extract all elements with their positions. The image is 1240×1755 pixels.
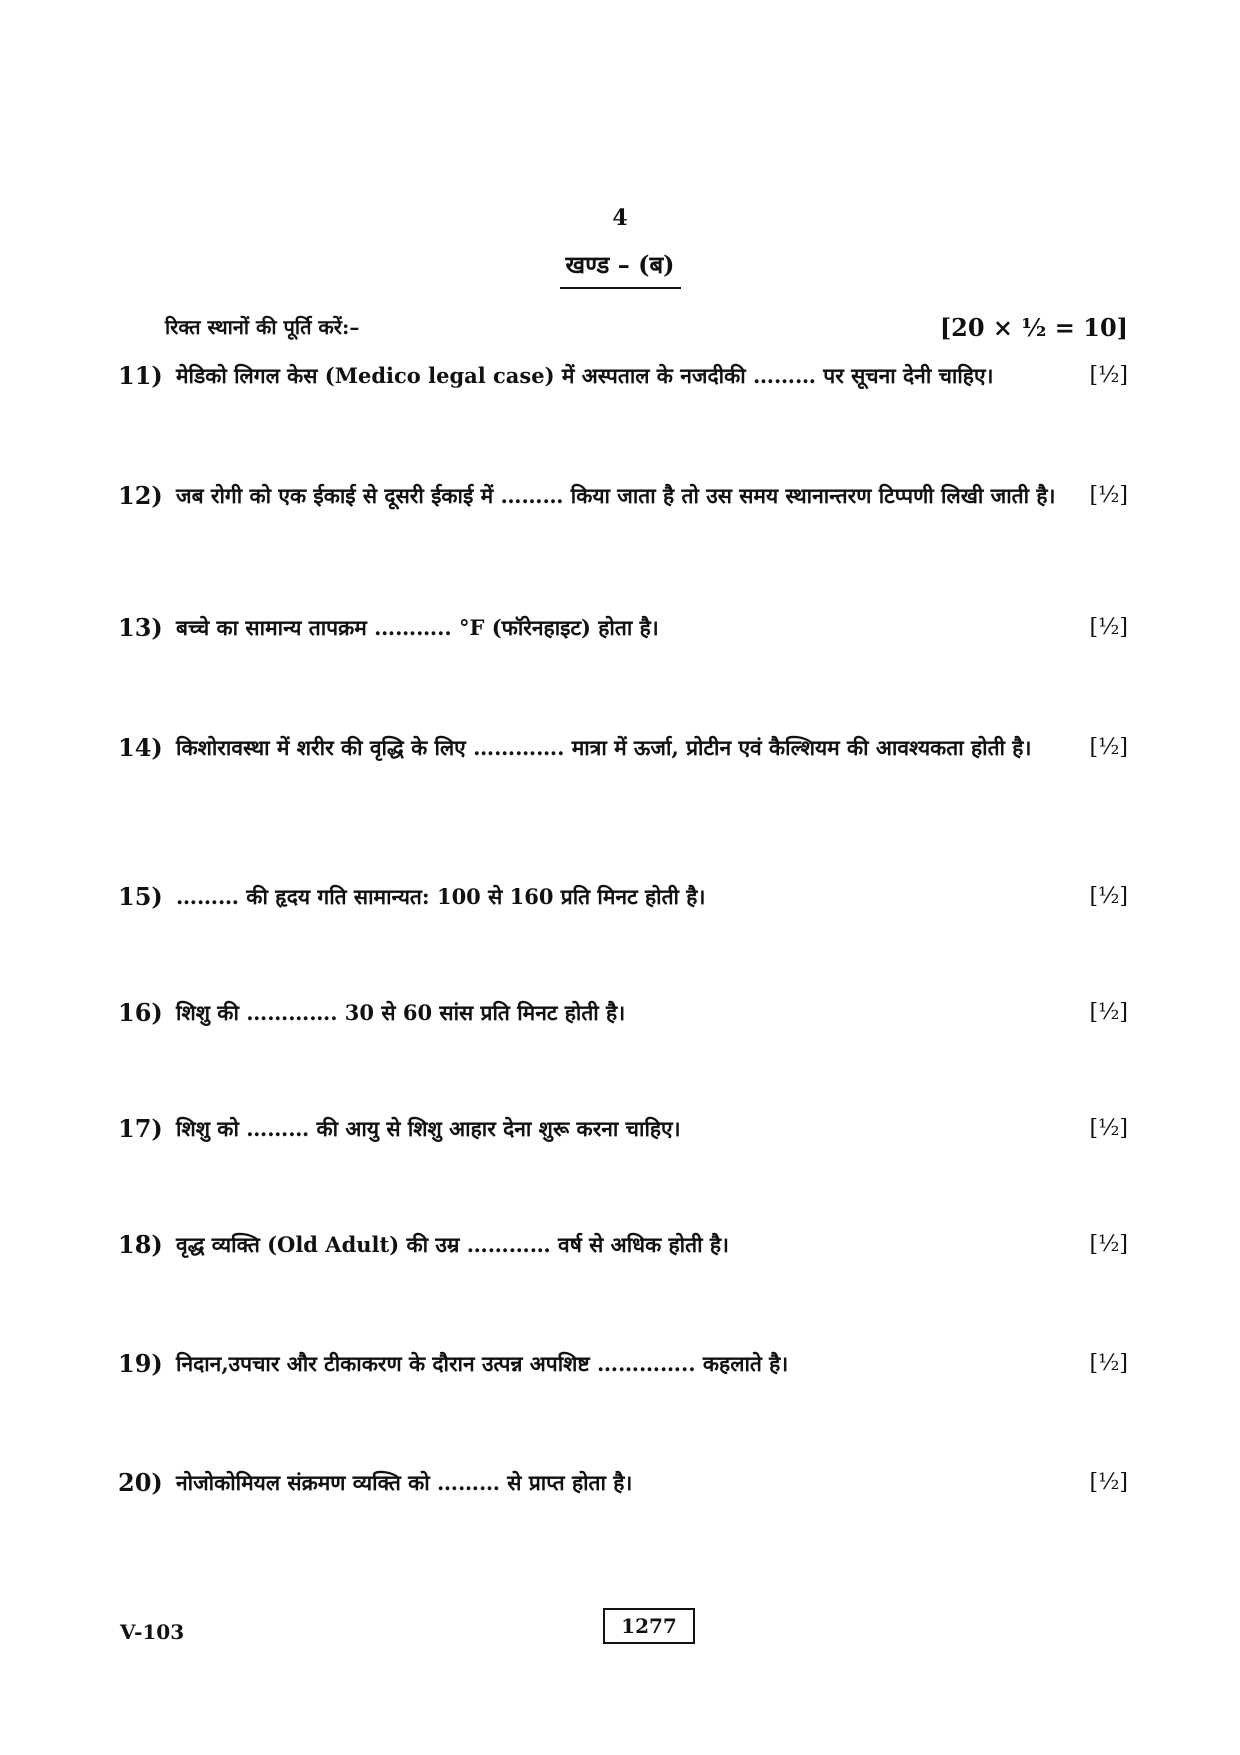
question-marks: [½] <box>1089 735 1128 760</box>
question-number: 11) <box>118 361 163 390</box>
question-body <box>176 1344 1128 1384</box>
question-text: शिशु की …………. 30 से 60 सांस प्रति मिनट होती है। <box>176 1000 626 1025</box>
question-marks: [½] <box>1089 483 1128 508</box>
question-item <box>118 1225 1128 1265</box>
question-number: 13) <box>118 613 163 642</box>
paper-code: V-103 <box>120 1620 185 1644</box>
question-number: 20) <box>118 1468 163 1497</box>
question-marks: [½] <box>1089 615 1128 640</box>
instruction-row <box>165 313 1128 342</box>
question-body <box>176 476 1128 516</box>
question-body <box>176 993 1128 1033</box>
question-body <box>176 356 1128 396</box>
question-item <box>118 356 1128 396</box>
section-title <box>0 248 1240 289</box>
page-number: 4 <box>612 205 628 231</box>
question-marks: [½] <box>1089 1232 1128 1257</box>
question-body <box>176 1225 1128 1265</box>
question-body <box>176 877 1128 917</box>
question-item <box>118 1109 1128 1149</box>
question-body <box>176 728 1128 768</box>
instruction-text: रिक्त स्थानों की पूर्ति करें:– <box>165 315 360 339</box>
boxed-code: 1277 <box>603 1608 695 1644</box>
question-text: शिशु को ……… की आयु से शिशु आहार देना शुरू करना चाहिए। <box>176 1116 681 1141</box>
question-marks: [½] <box>1089 1351 1128 1376</box>
section-title-text: खण्ड – (ब) <box>560 248 681 289</box>
question-text: ……… की हृदय गति सामान्यत: 100 से 160 प्रति मिनट होती है। <box>176 884 706 909</box>
question-text: किशोरावस्था में शरीर की वृद्धि के लिए …………. मात्रा में ऊर्जा, प्रोटीन एवं कैल्शियम की आवश्यकता होती है। <box>176 735 1032 760</box>
question-number: 14) <box>118 733 163 762</box>
question-marks: [½] <box>1089 1116 1128 1141</box>
question-marks: [½] <box>1089 884 1128 909</box>
question-text: जब रोगी को एक ईकाई से दूसरी ईकाई में ……… किया जाता है तो उस समय स्थानान्तरण टिप्पणी लिखी जाती है। <box>176 483 1056 508</box>
question-marks: [½] <box>1089 1470 1128 1495</box>
question-number: 12) <box>118 481 163 510</box>
question-number: 15) <box>118 882 163 911</box>
question-item <box>118 993 1128 1033</box>
total-marks: [20 × ½ = 10] <box>939 313 1128 342</box>
question-number: 19) <box>118 1349 163 1378</box>
question-text: मेडिको लिगल केस (Medico legal case) में अस्पताल के नजदीकी ……… पर सूचना देनी चाहिए। <box>176 363 994 388</box>
question-text: बच्चे का सामान्य तापक्रम ……….. °F (फॉरेनहाइट) होता है। <box>176 615 659 640</box>
question-item <box>118 877 1128 917</box>
question-body <box>176 1463 1128 1503</box>
question-item <box>118 1463 1128 1503</box>
question-body <box>176 1109 1128 1149</box>
question-marks: [½] <box>1089 1000 1128 1025</box>
question-number: 18) <box>118 1230 163 1259</box>
question-text: वृद्ध व्यक्ति (Old Adult) की उम्र ………… वर्ष से अधिक होती है। <box>176 1232 729 1257</box>
question-number: 16) <box>118 998 163 1027</box>
question-body <box>176 608 1128 648</box>
question-item <box>118 476 1128 516</box>
question-text: निदान,उपचार और टीकाकरण के दौरान उत्पन्न अपशिष्ट ………….. कहलाते है। <box>176 1351 789 1376</box>
question-item <box>118 728 1128 768</box>
question-item <box>118 608 1128 648</box>
question-text: नोजोकोमियल संक्रमण व्यक्ति को ……… से प्राप्त होता है। <box>176 1470 633 1495</box>
question-marks: [½] <box>1089 363 1128 388</box>
question-item <box>118 1344 1128 1384</box>
question-number: 17) <box>118 1114 163 1143</box>
